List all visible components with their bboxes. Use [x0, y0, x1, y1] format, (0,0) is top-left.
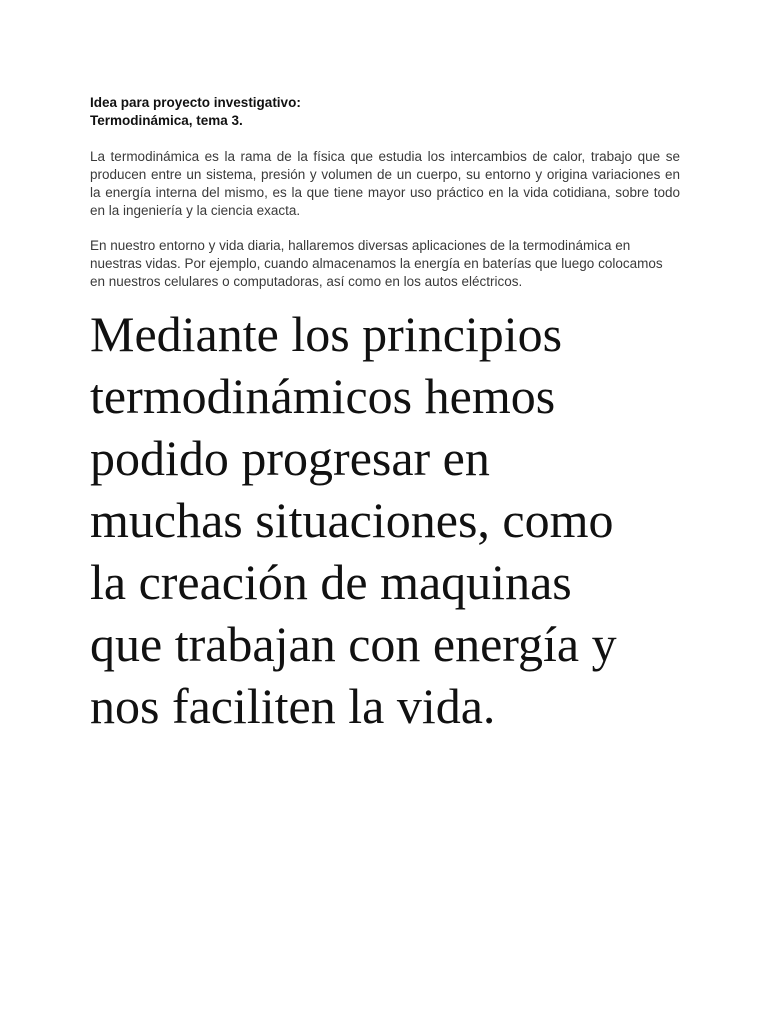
title-line-2: Termodinámica, tema 3.: [90, 113, 243, 128]
applications-paragraph: En nuestro entorno y vida diaria, hallaremos diversas aplicaciones de la termodinámica en nuestras vidas. Por ejemplo, cuando almacenamos la energía en baterías que luego colocamos en nuestros celulares o computadoras, así como en los autos eléctricos.: [90, 238, 663, 289]
intro-paragraph: La termodinámica es la rama de la física que estudia los intercambios de calor, trabajo que se producen entre un sistema, presión y volumen de un cuerpo, su entorno y origina variaciones en la energía interna del mismo, es la que tiene mayor uso práctico en la vida cotidiana, sobre todo en la ingeniería y la ciencia exacta.: [90, 149, 680, 218]
document-title: [90, 94, 680, 130]
document-page: [90, 94, 680, 737]
title-line-1: Idea para proyecto investigativo:: [90, 95, 301, 110]
large-statement: Mediante los principios termodinámicos hemos podido progresar en muchas situaciones, como la creación de maquinas que trabajan con energía y nos faciliten la vida.: [90, 306, 617, 734]
